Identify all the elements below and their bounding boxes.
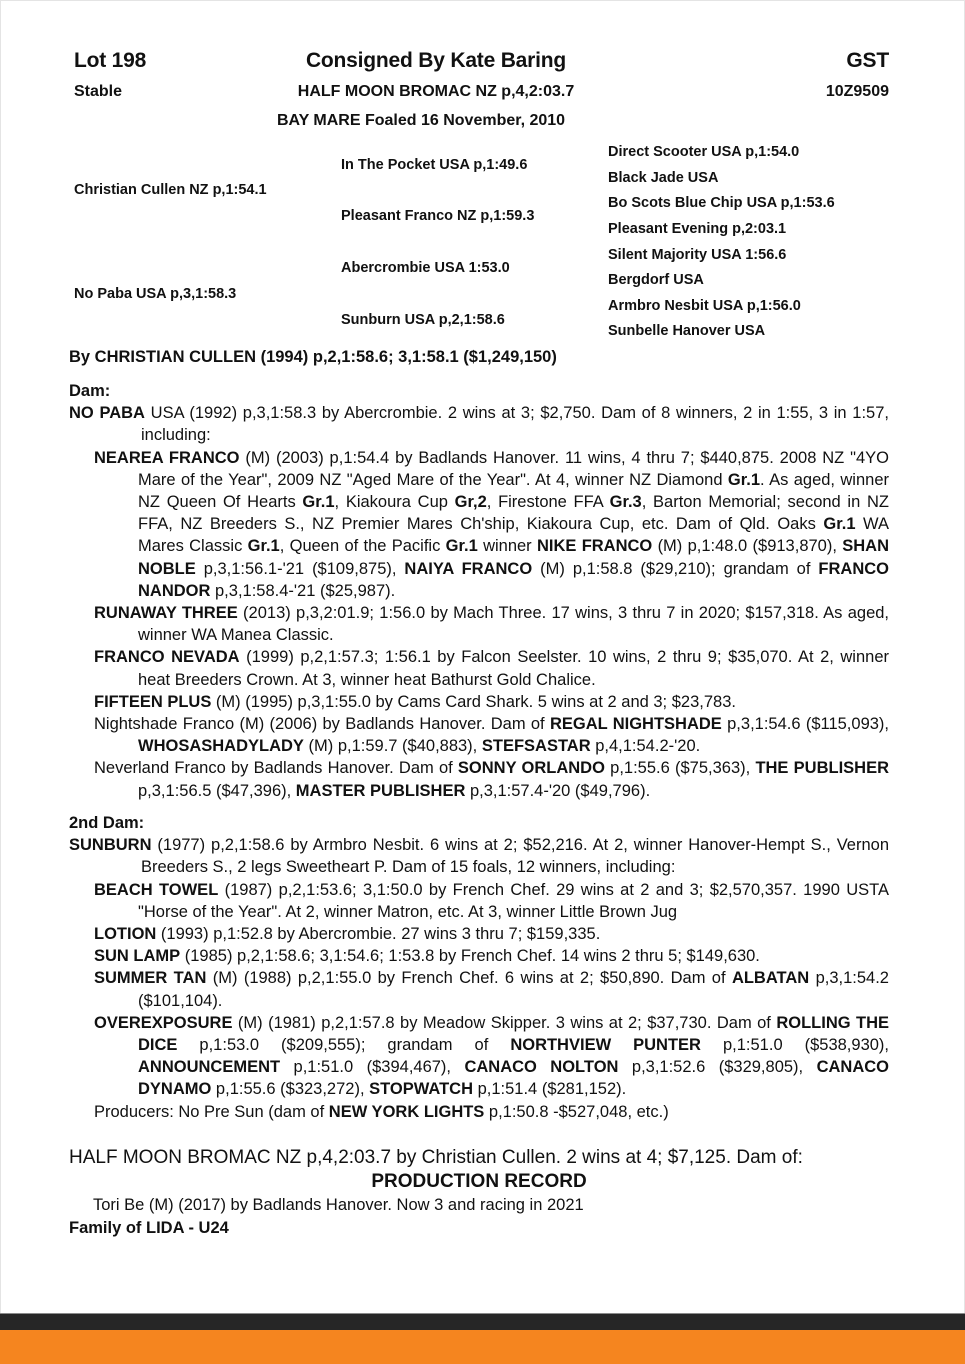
entry-text: (M) p,1:58.8 ($29,210); grandam of — [532, 559, 819, 578]
horse-name: SUN LAMP — [94, 947, 181, 966]
horse-name: FRANCO NANDOR — [138, 559, 889, 600]
entry-text: (2013) p,3,2:01.9; 1:56.0 by Mach Three. 17 wins, 3 thru 7 in 2020; $157,318. As aged, winner WA Manea Classic. — [138, 604, 890, 645]
entry-text: (M) (1988) p,2,1:55.0 by French Chef. 6 wins at 2; $50,890. Dam of — [206, 969, 732, 988]
entry-text: p,1:53.0 ($209,555); grandam of — [177, 1036, 511, 1055]
entry-text: . As aged, winner NZ Queen Of Hearts — [138, 470, 890, 512]
entry-text: p,1:51.0 ($394,467), — [280, 1058, 465, 1077]
entry-text: p,3,1:56.5 ($47,396), — [138, 781, 296, 800]
progeny-entry — [69, 923, 889, 945]
horse-name: STOPWATCH — [369, 1080, 474, 1099]
progeny-entry — [69, 691, 889, 713]
pedigree-sire: Christian Cullen NZ p,1:54.1 — [74, 182, 267, 198]
pedigree-sire-sire: In The Pocket USA p,1:49.6 — [341, 157, 528, 173]
horse-name: MASTER PUBLISHER — [295, 781, 466, 800]
horse-name: FIFTEEN PLUS — [94, 692, 212, 711]
horse-name: NAIYA FRANCO — [404, 559, 533, 578]
horse-name: ANNOUNCEMENT — [138, 1058, 281, 1077]
horse-name: SONNY ORLANDO — [457, 759, 605, 778]
horse-name: Gr.1 — [302, 493, 335, 512]
entry-text: Producers: No Pre Sun (dam of — [94, 1102, 329, 1121]
entry-text: p,3,1:54.2 ($101,104). — [138, 969, 889, 1010]
second-dam-label: 2nd Dam: — [69, 814, 145, 832]
pedigree-gen3-item: Silent Majority USA 1:56.6 — [608, 247, 787, 263]
progeny-entry — [69, 1101, 889, 1123]
sire-line: By CHRISTIAN CULLEN (1994) p,2,1:58.6; 3,1:58.1 ($1,249,150) — [69, 348, 557, 366]
entry-text: p,3,1:58.4-'21 ($25,987). — [210, 581, 396, 600]
entry-text: p,1:51.4 ($281,152). — [473, 1080, 627, 1099]
entry-text: p,4,1:54.2-'20. — [590, 737, 701, 756]
horse-name: REGAL NIGHTSHADE — [549, 715, 722, 734]
second-dam-entries — [69, 834, 889, 1123]
entry-text: (M) (1981) p,2,1:57.8 by Meadow Skipper. 3 wins at 2; $37,730. Dam of — [232, 1013, 777, 1032]
horse-name: FRANCO NEVADA — [94, 648, 240, 667]
entry-text: p,1:51.0 ($538,930), — [700, 1036, 890, 1055]
pedigree-gen3-item: Sunbelle Hanover USA — [608, 323, 766, 339]
horse-name: Gr.1 — [445, 537, 478, 556]
horse-name: RUNAWAY THREE — [94, 604, 238, 623]
entry-text: (M) p,1:59.7 ($40,883), — [303, 737, 482, 756]
horse-name: NORTHVIEW PUNTER — [510, 1036, 701, 1055]
entry-text: , Firestone FFA — [486, 493, 610, 512]
entry-text: p,3,1:52.6 ($329,805), — [618, 1058, 817, 1077]
stable-label: Stable — [74, 83, 123, 100]
dam-section — [69, 380, 889, 802]
entry-text: p,3,1:57.4-'20 ($49,796). — [465, 781, 651, 800]
entry-text: (M) p,1:48.0 ($913,870), — [652, 537, 843, 556]
progeny-entry — [69, 1012, 889, 1101]
horse-name: NEAREA FRANCO — [94, 448, 240, 467]
pedigree-gen3-item: Direct Scooter USA p,1:54.0 — [608, 144, 800, 160]
progeny-entry — [69, 646, 889, 690]
horse-name: CANACO DYNAMO — [138, 1058, 889, 1099]
family-line: Family of LIDA - U24 — [69, 1219, 229, 1237]
entry-text: p,1:55.6 ($323,272), — [211, 1080, 370, 1099]
entry-text: (1985) p,2,1:58.6; 3,1:54.6; 1:53.8 by French Chef. 14 wins 2 thru 5; $149,630. — [180, 947, 760, 966]
entry-text: USA (1992) p,3,1:58.3 by Abercrombie. 2 wins at 3; $2,750. Dam of 8 winners, 2 in 1:55, 3 in 1:57, including: — [141, 404, 889, 445]
pedigree-sire-dam: Pleasant Franco NZ p,1:59.3 — [341, 208, 535, 224]
progeny-entry — [69, 967, 889, 1011]
entry-text: , Kiakoura Cup — [334, 493, 455, 512]
entry-text: p,1:50.8 -$527,048, etc.) — [484, 1102, 669, 1121]
dam-label: Dam: — [69, 382, 111, 400]
entry-text: , Queen of the Pacific — [279, 537, 446, 556]
progeny-entry — [69, 713, 889, 757]
horse-name: Gr.1 — [727, 470, 761, 489]
second-dam-section — [69, 812, 889, 1123]
progeny-entry — [69, 602, 889, 646]
horse-name: SHAN NOBLE — [138, 537, 889, 578]
entry-text: Neverland Franco by Badlands Hanover. Dam of — [94, 759, 458, 778]
pedigree-gen3-item: Bergdorf USA — [608, 272, 704, 288]
horse-title: HALF MOON BROMAC NZ p,4,2:03.7 — [297, 83, 575, 100]
dam-entry — [69, 834, 889, 878]
horse-name: OVEREXPOSURE — [94, 1013, 233, 1032]
progeny-entry — [69, 757, 889, 801]
progeny-entry — [69, 879, 889, 923]
entry-text: (M) (1995) p,3,1:55.0 by Cams Card Shark. 5 wins at 2 and 3; $23,783. — [211, 692, 736, 711]
horse-name: Gr.1 — [823, 515, 856, 534]
entry-text: (1999) p,2,1:57.3; 1:56.1 by Falcon Seelster. 10 wins, 2 thru 9; $35,070. At 2, winner heat Breeders Crown. At 3, winner heat Bathurst Gold Chalice. — [138, 648, 889, 689]
progeny-entry — [69, 945, 889, 967]
entry-text: WA Mares Classic — [138, 515, 889, 556]
entry-text: (M) (2003) p,1:54.4 by Badlands Hanover. 11 wins, 4 thru 7; $440,875. 2008 NZ "4YO Mare of the Year", 2009 NZ "Aged Mare of the Year". At 4, winner NZ Diamond — [138, 448, 889, 489]
horse-name: BEACH TOWEL — [94, 880, 219, 899]
horse-name: NIKE FRANCO — [536, 537, 653, 556]
entry-text: Nightshade Franco (M) (2006) by Badlands Hanover. Dam of — [94, 715, 550, 734]
pedigree-dam: No Paba USA p,3,1:58.3 — [74, 286, 237, 302]
horse-name: CANACO NOLTON — [464, 1058, 619, 1077]
horse-name: NEW YORK LIGHTS — [328, 1102, 485, 1121]
entry-text: p,3,1:56.1-'21 ($109,875), — [195, 559, 405, 578]
horse-name: NO PABA — [69, 404, 145, 423]
horse-name: SUMMER TAN — [94, 969, 207, 988]
pedigree-gen3-item: Armbro Nesbit USA p,1:56.0 — [608, 298, 801, 314]
pedigree-gen3-item: Pleasant Evening p,2:03.1 — [608, 221, 787, 237]
footer-orange-band — [0, 1330, 965, 1364]
horse-name: ALBATAN — [731, 969, 810, 988]
production-record-title: PRODUCTION RECORD — [371, 1171, 587, 1192]
registration-number: 10Z9509 — [825, 83, 889, 100]
dam-summary: HALF MOON BROMAC NZ p,4,2:03.7 by Christian Cullen. 2 wins at 4; $7,125. Dam of: — [69, 1147, 803, 1168]
horse-name: Gr.3 — [609, 493, 642, 512]
entry-text: , Barton Memorial; second in NZ FFA, NZ Breeders S., NZ Premier Mares Ch'ship, Kiakoura Cup, etc. Dam of Qld. Oaks — [138, 493, 889, 534]
horse-name: SUNBURN — [69, 836, 152, 855]
horse-description: BAY MARE Foaled 16 November, 2010 — [276, 112, 566, 129]
horse-name: LOTION — [94, 925, 157, 944]
entry-text: p,1:55.6 ($75,363), — [604, 759, 756, 778]
pedigree-dam-dam: Sunburn USA p,2,1:58.6 — [341, 312, 505, 328]
entry-text: (1993) p,1:52.8 by Abercrombie. 27 wins 3 thru 7; $159,335. — [156, 925, 601, 944]
pedigree-dam-sire: Abercrombie USA 1:53.0 — [341, 260, 510, 276]
dam-entry — [69, 402, 889, 446]
horse-name: STEFSASTAR — [481, 737, 591, 756]
production-record-item: Tori Be (M) (2017) by Badlands Hanover. Now 3 and racing in 2021 — [93, 1196, 584, 1214]
horse-name: Gr,2 — [454, 493, 487, 512]
footer-dark-band — [0, 1313, 965, 1330]
entry-text: (1977) p,2,1:58.6 by Armbro Nesbit. 6 wins at 2; $52,216. At 2, winner Hanover-Hempt S., Vernon Breeders S., 2 legs Sweetheart P. Dam of 15 foals, 12 winners, including: — [141, 836, 889, 877]
pedigree-gen3-item: Bo Scots Blue Chip USA p,1:53.6 — [608, 195, 835, 211]
entry-text: (1987) p,2,1:53.6; 3,1:50.0 by French Chef. 29 wins at 2 and 3; $2,570,357. 1990 USTA "Horse of the Year". At 2, winner Matron, etc. At 3, winner Little Brown Jug — [138, 880, 890, 921]
horse-name: THE PUBLISHER — [755, 759, 889, 778]
horse-name: Gr.1 — [247, 537, 280, 556]
horse-name: WHOSASHADYLADY — [138, 737, 304, 756]
consignor: Consigned By Kate Baring — [305, 49, 567, 72]
tax-label: GST — [846, 49, 889, 72]
progeny-entry — [69, 447, 889, 602]
entry-text: winner — [477, 537, 537, 556]
dam-entries — [69, 402, 889, 802]
entry-text: p,3,1:54.6 ($115,093), — [721, 715, 890, 734]
production-section — [69, 1146, 889, 1240]
horse-name: ROLLING THE DICE — [138, 1013, 890, 1055]
lot-number: Lot 198 — [74, 49, 147, 72]
pedigree-gen3-item: Black Jade USA — [608, 170, 719, 186]
